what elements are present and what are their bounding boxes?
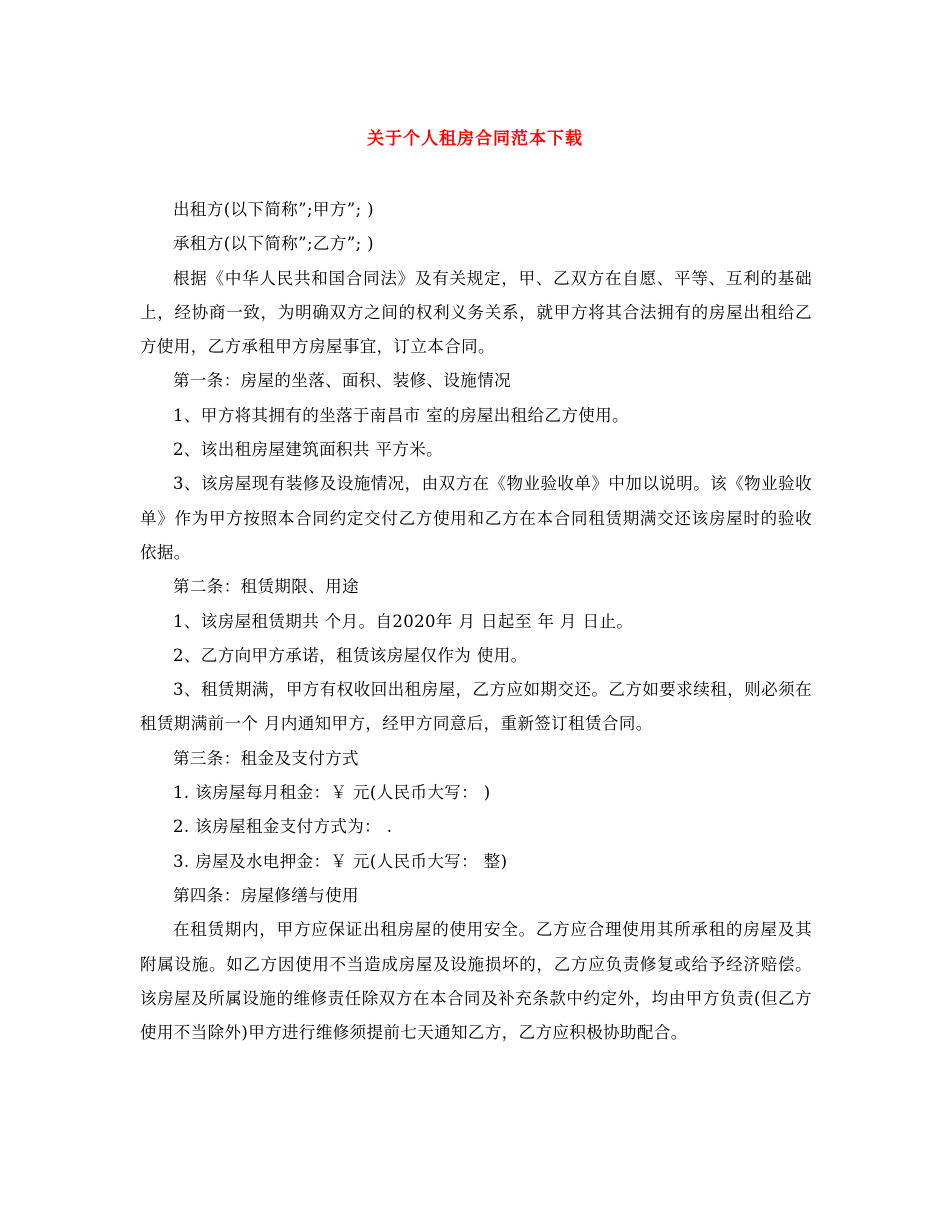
article-1-item-3: 3、该房屋现有装修及设施情况，由双方在《物业验收单》中加以说明。该《物业验收单》作为甲方按照本合同约定交付乙方使用和乙方在本合同租赁期满交还该房屋时的验收依据。 — [140, 474, 812, 562]
document-body — [140, 193, 812, 1050]
article-3-heading: 第三条：租金及支付方式 — [173, 748, 359, 768]
article-3-item-1: 1. 该房屋每月租金：￥ 元(人民币大写： ) — [173, 783, 491, 803]
paragraph-lessee: 承租方(以下简称”;乙方”; ) — [173, 234, 375, 254]
article-2-item-3: 3、租赁期满，甲方有权收回出租房屋，乙方应如期交还。乙方如要求续租，则必须在租赁期满前一个 月内通知甲方，经甲方同意后，重新签订租赁合同。 — [140, 680, 812, 734]
article-3-item-3: 3. 房屋及水电押金：￥ 元(人民币大写： 整) — [173, 851, 508, 871]
article-3-item-2: 2. 该房屋租金支付方式为： . — [173, 817, 393, 837]
article-1-item-1: 1、甲方将其拥有的坐落于南昌市 室的房屋出租给乙方使用。 — [173, 405, 629, 425]
article-2-heading: 第二条：租赁期限、用途 — [173, 577, 359, 597]
article-4-body: 在租赁期内，甲方应保证出租房屋的使用安全。乙方应合理使用其所承租的房屋及其附属设施。如乙方因使用不当造成房屋及设施损坏的，乙方应负责修复或给予经济赔偿。该房屋及所属设施的维修责任除双方在本合同及补充条款中约定外，均由甲方负责(但乙方使用不当除外)甲方进行维修须提前七天通知乙方，乙方应积极协助配合。 — [140, 920, 812, 1043]
paragraph-lessor: 出租方(以下简称”;甲方”; ) — [173, 200, 375, 219]
article-4-heading: 第四条：房屋修缮与使用 — [173, 885, 359, 905]
document-title: 关于个人租房合同范本下载 — [367, 129, 583, 149]
article-2-item-1: 1、该房屋租赁期共 个月。自2020年 月 日起至 年 月 日止。 — [173, 611, 634, 631]
article-1-item-2: 2、该出租房屋建筑面积共 平方米。 — [173, 440, 444, 460]
article-1-heading: 第一条：房屋的坐落、面积、装修、设施情况 — [173, 371, 511, 391]
paragraph-preamble: 根据《中华人民共和国合同法》及有关规定，甲、乙双方在自愿、平等、互利的基础上，经协商一致，为明确双方之间的权利义务关系，就甲方将其合法拥有的房屋出租给乙方使用，乙方承租甲方房屋事宜，订立本合同。 — [140, 268, 812, 357]
article-2-item-2: 2、乙方向甲方承诺，租赁该房屋仅作为 使用。 — [173, 645, 528, 665]
